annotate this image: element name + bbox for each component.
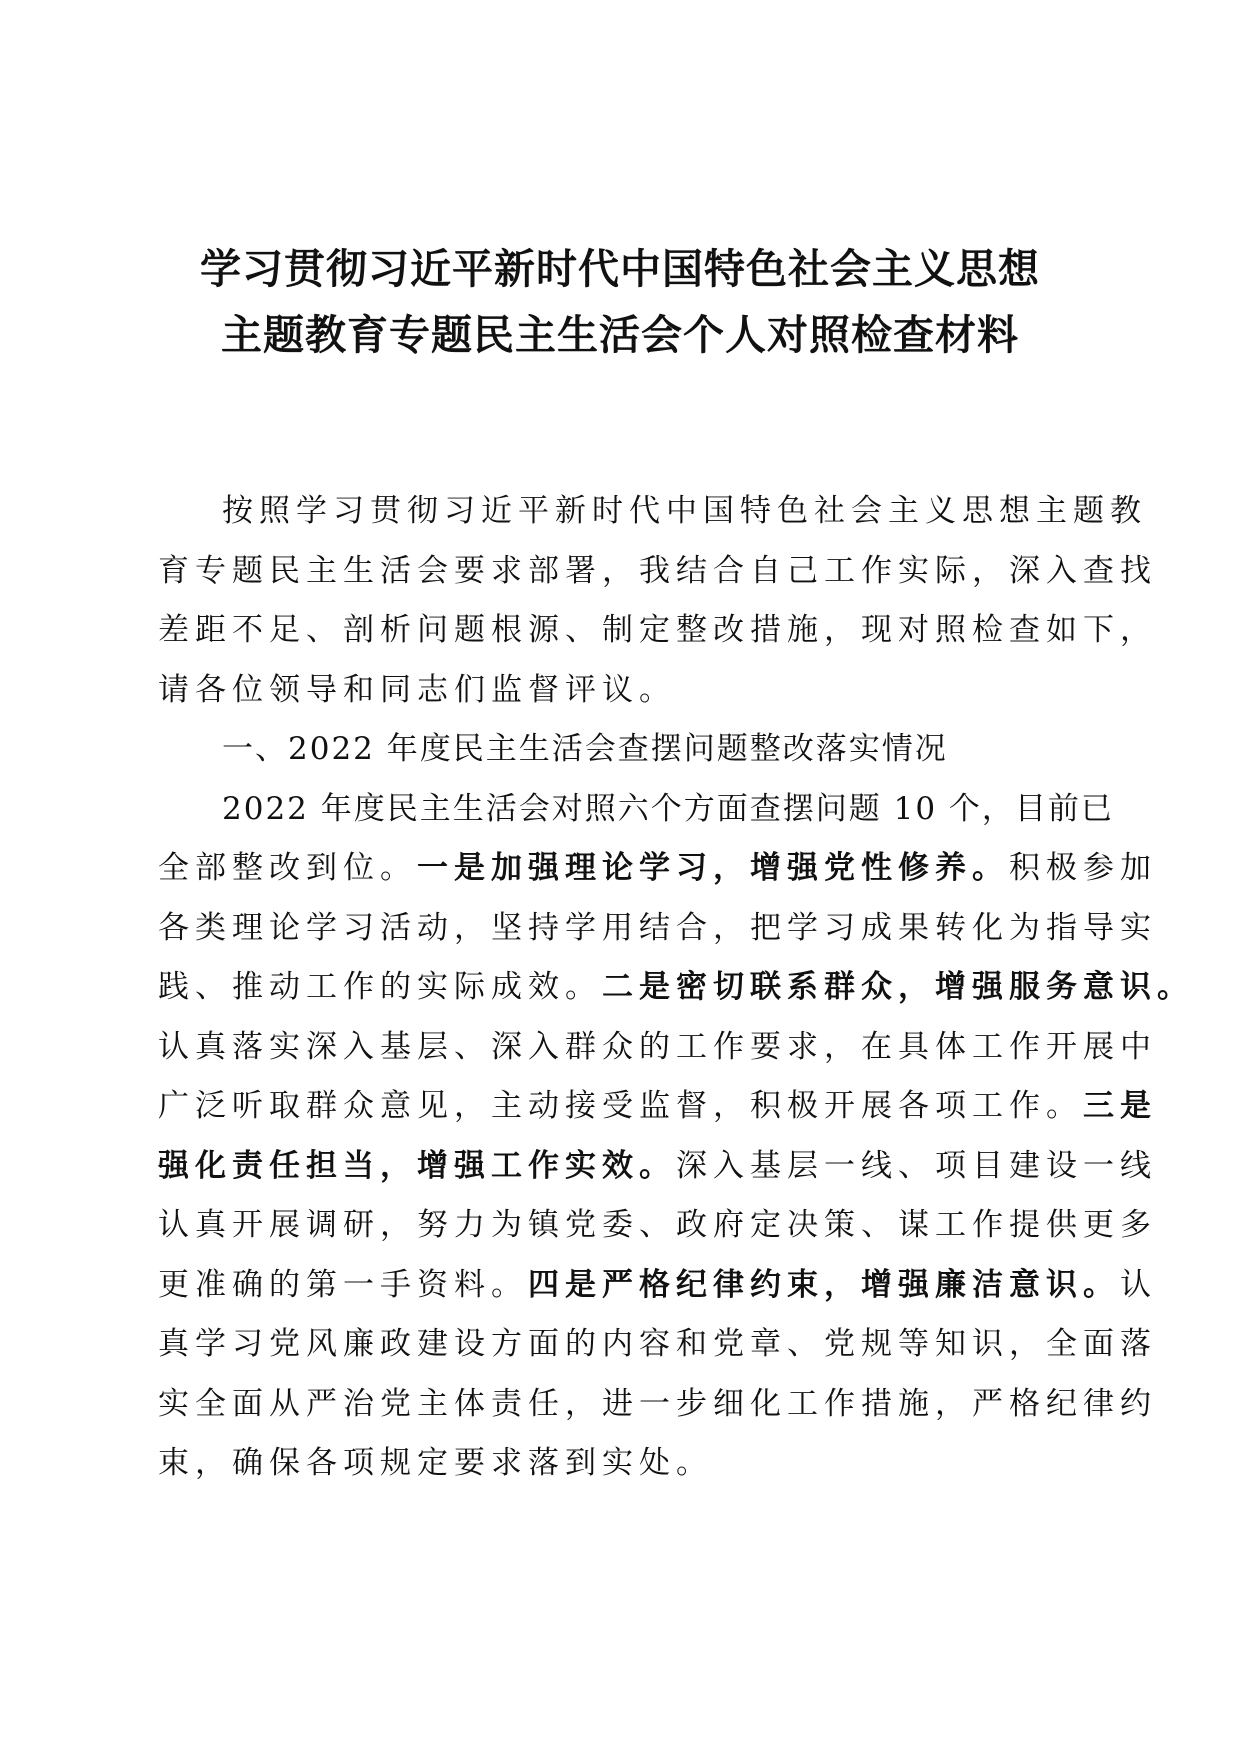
- section-line: 实全面从严治党主体责任，进一步细化工作措施，严格纪律约: [158, 1385, 1157, 1422]
- title-line-2: 主题教育专题民主生活会个人对照检查材料: [221, 311, 1019, 359]
- section-text: 践、推动工作的实际成效。: [158, 969, 602, 1005]
- intro-line: 请各位领导和同志们监督评议。: [158, 671, 676, 708]
- section-line: 认真落实深入基层、深入群众的工作要求，在具体工作开展中: [158, 1028, 1157, 1065]
- document-body: [158, 482, 1194, 1494]
- section-bold-point: 一是加强理论学习，增强党性修养。: [417, 850, 1009, 886]
- section-text: 全部整改到位。: [158, 850, 417, 886]
- intro-line: 育专题民主生活会要求部署，我结合自己工作实际，深入查找: [158, 552, 1157, 589]
- intro-paragraph: [158, 482, 1157, 720]
- section-line: [158, 1077, 1157, 1137]
- intro-line: 按照学习贯彻习近平新时代中国特色社会主义思想主题教: [222, 493, 1147, 529]
- section-bold-point: 强化责任担当，增强工作实效。: [158, 1147, 676, 1184]
- section-text: 积极参加: [1009, 850, 1157, 886]
- section-line: 各类理论学习活动，坚持学用结合，把学习成果转化为指导实: [158, 909, 1157, 946]
- section-bold-point: 三是: [1083, 1088, 1157, 1124]
- section-line: 认真开展调研，努力为镇党委、政府定决策、谋工作提供更多: [158, 1207, 1157, 1243]
- section-bold-point: 二是密切联系群众，增强服务意识。: [602, 969, 1194, 1005]
- section-line: [158, 1256, 1157, 1316]
- section-text: 更准确的第一手资料。: [158, 1266, 528, 1303]
- section-line: 束，确保各项规定要求落到实处。: [158, 1445, 713, 1481]
- intro-line: 差距不足、剖析问题根源、制定整改措施，现对照检查如下，: [158, 612, 1157, 648]
- section-bold-point: 四是严格纪律约束，增强廉洁意识。: [528, 1266, 1120, 1303]
- section-text: 广泛听取群众意见，主动接受监督，积极开展各项工作。: [158, 1088, 1083, 1124]
- section-text: 认: [1120, 1266, 1157, 1303]
- section-line: [158, 958, 1194, 1018]
- section-line: 真学习党风廉政建设方面的内容和党章、党规等知识，全面落: [158, 1326, 1157, 1362]
- section-line: [158, 1137, 1157, 1197]
- section-line: [158, 839, 1157, 899]
- section-paragraph: [158, 780, 1194, 1494]
- section-line: 2022 年度民主生活会对照六个方面查摆问题 10 个，目前已: [222, 790, 1114, 827]
- document-title: [150, 236, 1090, 368]
- title-line-1: 学习贯彻习近平新时代中国特色社会主义思想: [200, 245, 1040, 293]
- section-heading: 一、2022 年度民主生活会查摆问题整改落实情况: [222, 731, 948, 767]
- section-text: 深入基层一线、项目建设一线: [676, 1147, 1157, 1184]
